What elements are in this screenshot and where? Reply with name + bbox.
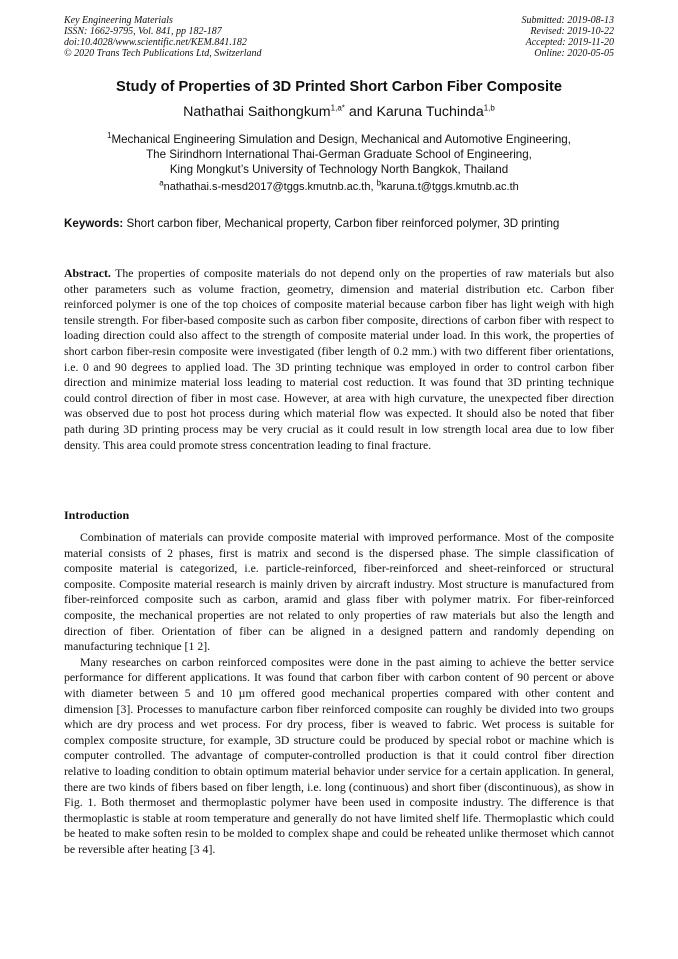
abstract-text: The properties of composite materials do not depend only on the properties of raw materials but also other parameters such as volume fraction, geometry, dimension and material distribution etc. Carbon fiber reinforced polymer is one of the top choices of composite material because carbon fiber has light weigh with high tensile strength. For fiber-based composite such as carbon fiber composite, directions of carbon fiber with respect to loading direction could also affect to the strength of composite material under load. In this work, the properties of short carbon fiber-resin composite were investigated (fiber length of 0.2 mm.) with two different fiber orientations, i.e. 0 and 90 degrees to applied load. The 3D printing technique was employed in order to control carbon fiber direction and minimize material loss leading to material cost reduction. It was found that 3D printing technique could control direction of fiber in most case. However, at area with high curvature, the unexpected fiber direction was observed due to post hot process during which material flow was expected. It should also be noted that fiber path during 3D printing process may be very crucial as it could result in low strength local area due to low fiber density. This area could promote stress concentration leading to final fracture.: [64, 266, 614, 452]
date-accepted: Accepted: 2019-11-20: [525, 37, 614, 48]
journal-copyright: © 2020 Trans Tech Publications Ltd, Switzerland: [64, 48, 262, 59]
abstract: [64, 266, 614, 453]
affiliation-line: King Mongkut’s University of Technology North Bangkok, Thailand: [169, 163, 509, 176]
keywords-label: Keywords:: [64, 217, 124, 230]
journal-issn: ISSN: 1662-9795, Vol. 841, pp 182-187: [64, 26, 222, 37]
introduction-heading: Introduction: [64, 508, 130, 522]
affiliation-line: $^1$Mechanical Engineering Simulation and Design, Mechanical and Automotive Engineering,: [107, 131, 571, 146]
keywords-text: Short carbon fiber, Mechanical property, Carbon fiber reinforced polymer, 3D printing: [123, 217, 560, 230]
introduction-paragraph: Many researches on carbon reinforced composites were done in the past aiming to achieve the better service performance for different applications. It was found that carbon fiber with carbon content of 90 percent or above with diameter between 5 and 10 µm offered good mechanical properties compared with other content and dimension [3]. Processes to manufacture carbon fiber reinforced composite can roughly be divided into two groups which are dry process and wet process. For dry process, fiber is weaved to fabric. Wet process is suitable for complex composite structure, for example, 3D structure could be produced by special robot or machine which is computer controlled. The advantage of computer-controlled production is that it could control fiber direction relative to loading condition to obtain optimum material behavior under service for a certain application. In general, there are two kinds of fibers based on fiber length, i.e. long (continuous) and short fiber (discontinuous), as show in Fig. 1. Both thermoset and thermoplastic polymer have been used in composite industry. The difference is that thermoplastic is stable at room temperature and generally do not have limited shelf life. Thermoplastic which could be heated to make soften resin to be molded to complex shape and could be reheated unlike thermoset which cannot be reversible after heating [3 4].: [64, 654, 614, 856]
date-online: Online: 2020-05-05: [534, 48, 614, 59]
keywords: [64, 217, 614, 231]
introduction-paragraph: Combination of materials can provide composite material with improved performance. Most of the composite material consists of 2 phases, first is matrix and second is the dispersed phase. The simple classification of composite material is categorized, i.e. particle-reinforced, fiber-reinforced and sheet-reinforced or structural composite. Composite material research is mainly driven by aircraft industry. Most structure is manufactured from fiber-reinforced composite such as carbon, aramid and glass fiber with polymer matrix. For fiber-reinforced composite, the mechanical properties are not related to only properties of raw materials but also the length and direction of fiber. Orientation of fiber can be aligned in a designed pattern and randomly depending on manufacturing technique [1 2].: [64, 530, 614, 654]
affiliation: [40, 132, 638, 177]
date-submitted: Submitted: 2019-08-13: [521, 15, 614, 26]
author-1-name: Nathathai Saithongkum: [183, 104, 331, 120]
introduction-body: [64, 530, 614, 857]
submission-dates-header: [522, 15, 615, 59]
journal-name: Key Engineering Materials: [64, 15, 173, 26]
email-marker-a: a: [159, 178, 164, 188]
author-2-name: Karuna Tuchinda: [376, 104, 484, 120]
email-author-2: karuna.t@tggs.kmutnb.ac.th: [381, 181, 519, 193]
author-1-affil-marker: 1,a*: [330, 103, 345, 113]
author-emails: [40, 178, 638, 193]
author-connector: and: [344, 104, 377, 120]
journal-info-header: [64, 15, 262, 59]
email-marker-b: b: [376, 178, 382, 188]
email-author-1: nathathai.s-mesd2017@tggs.kmutnb.ac.th,: [163, 181, 377, 193]
journal-doi: doi:10.4028/www.scientific.net/KEM.841.182: [64, 37, 247, 48]
abstract-label: Abstract.: [64, 266, 111, 280]
paper-title: Study of Properties of 3D Printed Short Carbon Fiber Composite: [116, 79, 562, 95]
date-revised: Revised: 2019-10-22: [530, 26, 614, 37]
affiliation-marker: 1: [107, 131, 112, 141]
author-line: [40, 104, 638, 120]
author-2-affil-marker: 1,b: [483, 103, 495, 113]
affiliation-line: The Sirindhorn International Thai-German Graduate School of Engineering,: [146, 148, 532, 161]
